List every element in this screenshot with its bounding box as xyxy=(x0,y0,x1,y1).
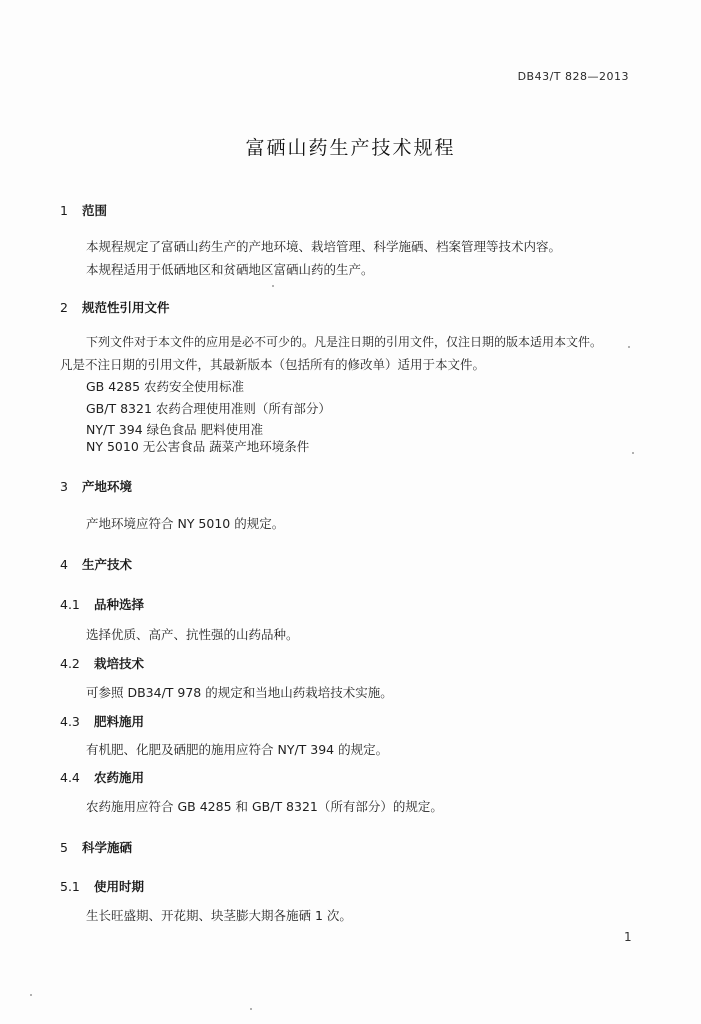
section-title: 生产技术 xyxy=(82,557,133,572)
section-1-paragraph-1: 本规程规定了富硒山药生产的产地环境、栽培管理、科学施硒、档案管理等技术内容。 xyxy=(86,239,562,254)
section-3-paragraph: 产地环境应符合 NY 5010 的规定。 xyxy=(86,516,285,531)
section-title: 范围 xyxy=(82,203,108,218)
section-number: 2 xyxy=(60,300,68,315)
reference-item: NY 5010 无公害食品 蔬菜产地环境条件 xyxy=(86,439,310,454)
subsection-number: 4.2 xyxy=(60,656,80,671)
document-title: 富硒山药生产技术规程 xyxy=(245,137,456,159)
document-number: DB43/T 828—2013 xyxy=(517,70,629,83)
section-5-heading xyxy=(60,838,132,856)
section-title: 规范性引用文件 xyxy=(82,300,170,315)
page-number: 1 xyxy=(624,930,632,944)
section-2-paragraph-line-1: 下列文件对于本文件的应用是必不可少的。凡是注日期的引用文件，仅注日期的版本适用本文件。 xyxy=(86,335,603,349)
subsection-title: 品种选择 xyxy=(94,597,145,612)
scan-speck xyxy=(30,994,32,996)
subsection-4-1-text: 选择优质、高产、抗性强的山药品种。 xyxy=(86,627,299,642)
subsection-4-2-text: 可参照 DB34/T 978 的规定和当地山药栽培技术实施。 xyxy=(86,685,393,700)
section-number: 3 xyxy=(60,479,68,494)
reference-item: NY/T 394 绿色食品 肥料使用准 xyxy=(86,422,264,437)
scan-speck xyxy=(250,1008,252,1010)
subsection-4-3-text: 有机肥、化肥及硒肥的施用应符合 NY/T 394 的规定。 xyxy=(86,742,389,757)
subsection-title: 肥料施用 xyxy=(94,714,145,729)
section-2-paragraph-line-2: 凡是不注日期的引用文件，其最新版本（包括所有的修改单）适用于本文件。 xyxy=(60,357,486,372)
subsection-title: 栽培技术 xyxy=(94,656,145,671)
subsection-number: 4.3 xyxy=(60,714,80,729)
section-1-paragraph-2: 本规程适用于低硒地区和贫硒地区富硒山药的生产。 xyxy=(86,262,374,277)
subsection-title: 使用时期 xyxy=(94,879,145,894)
section-4-heading xyxy=(60,555,132,573)
subsection-5-1-heading xyxy=(60,877,144,895)
subsection-number: 4.4 xyxy=(60,770,80,785)
reference-item: GB/T 8321 农药合理使用准则（所有部分） xyxy=(86,401,331,416)
subsection-4-4-text: 农药施用应符合 GB 4285 和 GB/T 8321（所有部分）的规定。 xyxy=(86,799,443,814)
section-number: 4 xyxy=(60,557,68,572)
section-number: 1 xyxy=(60,203,68,218)
reference-item: GB 4285 农药安全使用标准 xyxy=(86,379,245,394)
subsection-4-2-heading xyxy=(60,654,144,672)
subsection-4-4-heading xyxy=(60,768,144,786)
scan-speck xyxy=(632,452,634,454)
section-number: 5 xyxy=(60,840,68,855)
subsection-number: 4.1 xyxy=(60,597,80,612)
section-1-heading xyxy=(60,201,107,219)
section-3-heading xyxy=(60,477,132,495)
subsection-4-3-heading xyxy=(60,712,144,730)
subsection-4-1-heading xyxy=(60,595,144,613)
scan-speck xyxy=(628,346,630,348)
section-title: 科学施硒 xyxy=(82,840,133,855)
scan-speck xyxy=(272,285,274,287)
section-2-heading xyxy=(60,298,170,316)
section-title: 产地环境 xyxy=(82,479,133,494)
subsection-5-1-text: 生长旺盛期、开花期、块茎膨大期各施硒 1 次。 xyxy=(86,908,352,923)
subsection-number: 5.1 xyxy=(60,879,80,894)
subsection-title: 农药施用 xyxy=(94,770,145,785)
